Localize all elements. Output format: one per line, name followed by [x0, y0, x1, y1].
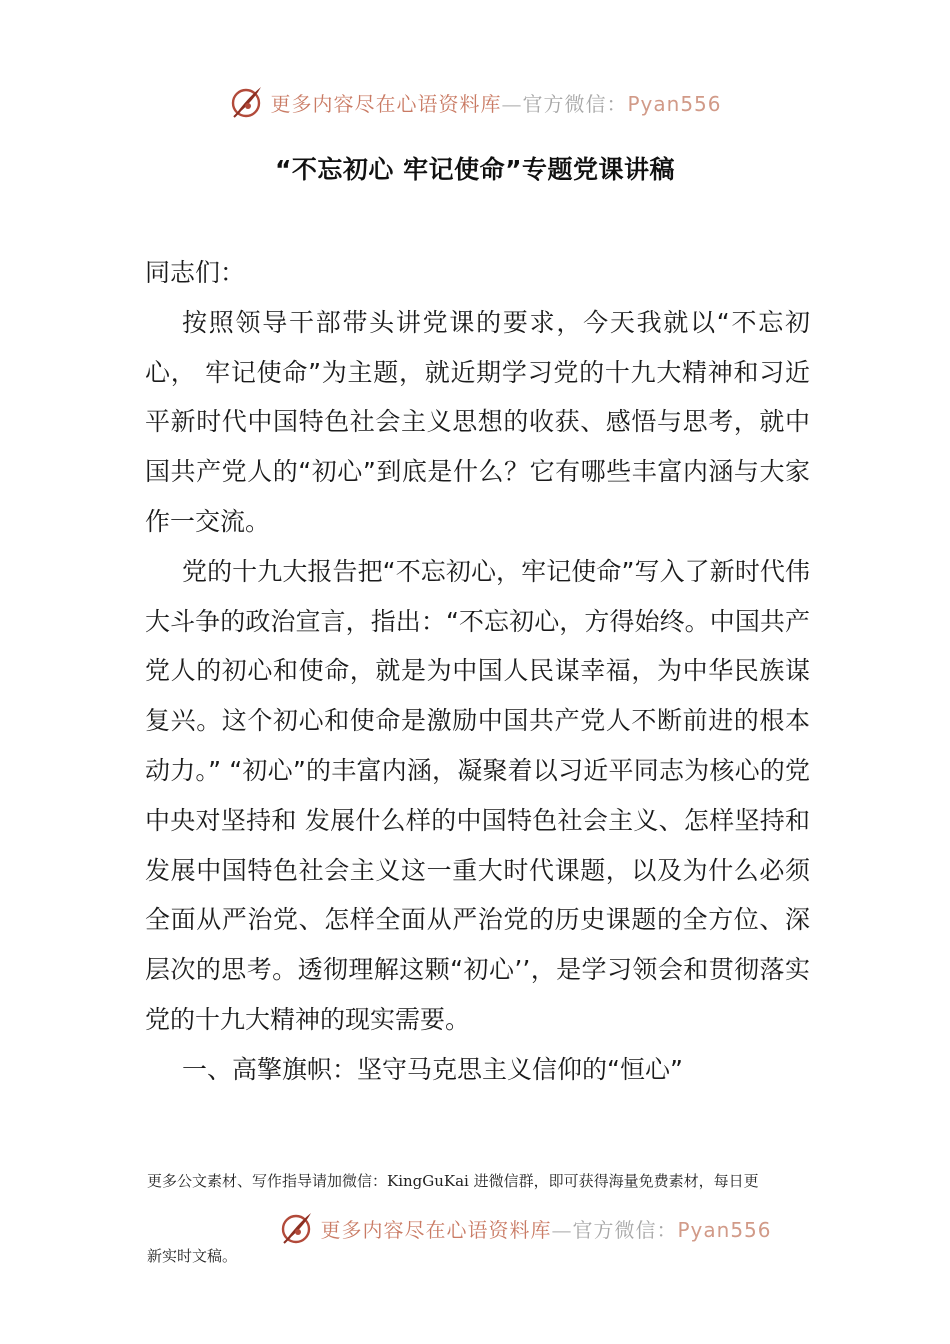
- quill-logo-icon: [228, 84, 264, 120]
- paragraph: 党的十九大报告把“不忘初心，牢记使命”写入了新时代伟大斗争的政治宣言，指出：“不忘初心，方得始终。中国共产党人的初心和使命，就是为中国人民谋幸福，为中华民族谋复兴。这个初心和使命是激励中国共产党人不断前进的根本动力。” “初心”的丰富内涵，凝聚着以习近平同志为核心的党中央对坚持和 发展什么样的中国特色社会主义、怎样坚持和发展中国特色社会主义这一重大时代课题，以及为什么必须全面从严治党、怎样全面从严治党的历史课题的全方位、深层次的思考。透彻理解这颗“初心’’，是学习领会和贯彻落实党的十九大精神的现实需要。: [145, 556, 810, 1034]
- watermark-header: [0, 82, 950, 122]
- section-heading: 一、高擎旗帜：坚守马克思主义信仰的“恒心”: [182, 1054, 683, 1084]
- watermark-separator: —: [551, 1217, 573, 1242]
- watermark-text: [320, 1214, 771, 1243]
- salutation: 同志们：: [145, 258, 246, 287]
- footer-note-continued: 新实时文稿。: [147, 1247, 238, 1265]
- watermark-brand: 更多内容尽在心语资料库: [320, 1217, 552, 1242]
- footer-note: 更多公文素材、写作指导请加微信：KingGuKai 进微信群，即可获得海量免费素材，每日更: [147, 1172, 759, 1190]
- watermark-brand: 更多内容尽在心语资料库: [270, 91, 502, 116]
- watermark-official-label: 官方微信：: [522, 91, 628, 116]
- paragraph: 按照领导干部带头讲党课的要求，今天我就以“不忘初心， 牢记使命”为主题，就近期学习党的十九大精神和习近平新时代中国特色社会主义思想的收获、感悟与思考，就中国共产党人的“初心”到底是什么？它有哪些丰富内涵与大家作一交流。: [145, 307, 810, 536]
- watermark-separator: —: [501, 91, 523, 116]
- watermark-wechat-id: Pyan556: [677, 1217, 772, 1242]
- watermark-official-label: 官方微信：: [572, 1217, 678, 1242]
- document-body: [145, 248, 810, 1095]
- quill-logo-icon: [278, 1210, 314, 1246]
- watermark-text: [270, 88, 721, 117]
- watermark-footer: [50, 1208, 950, 1248]
- document-title: “不忘初心 牢记使命”专题党课讲稿: [274, 155, 676, 184]
- watermark-wechat-id: Pyan556: [627, 91, 722, 116]
